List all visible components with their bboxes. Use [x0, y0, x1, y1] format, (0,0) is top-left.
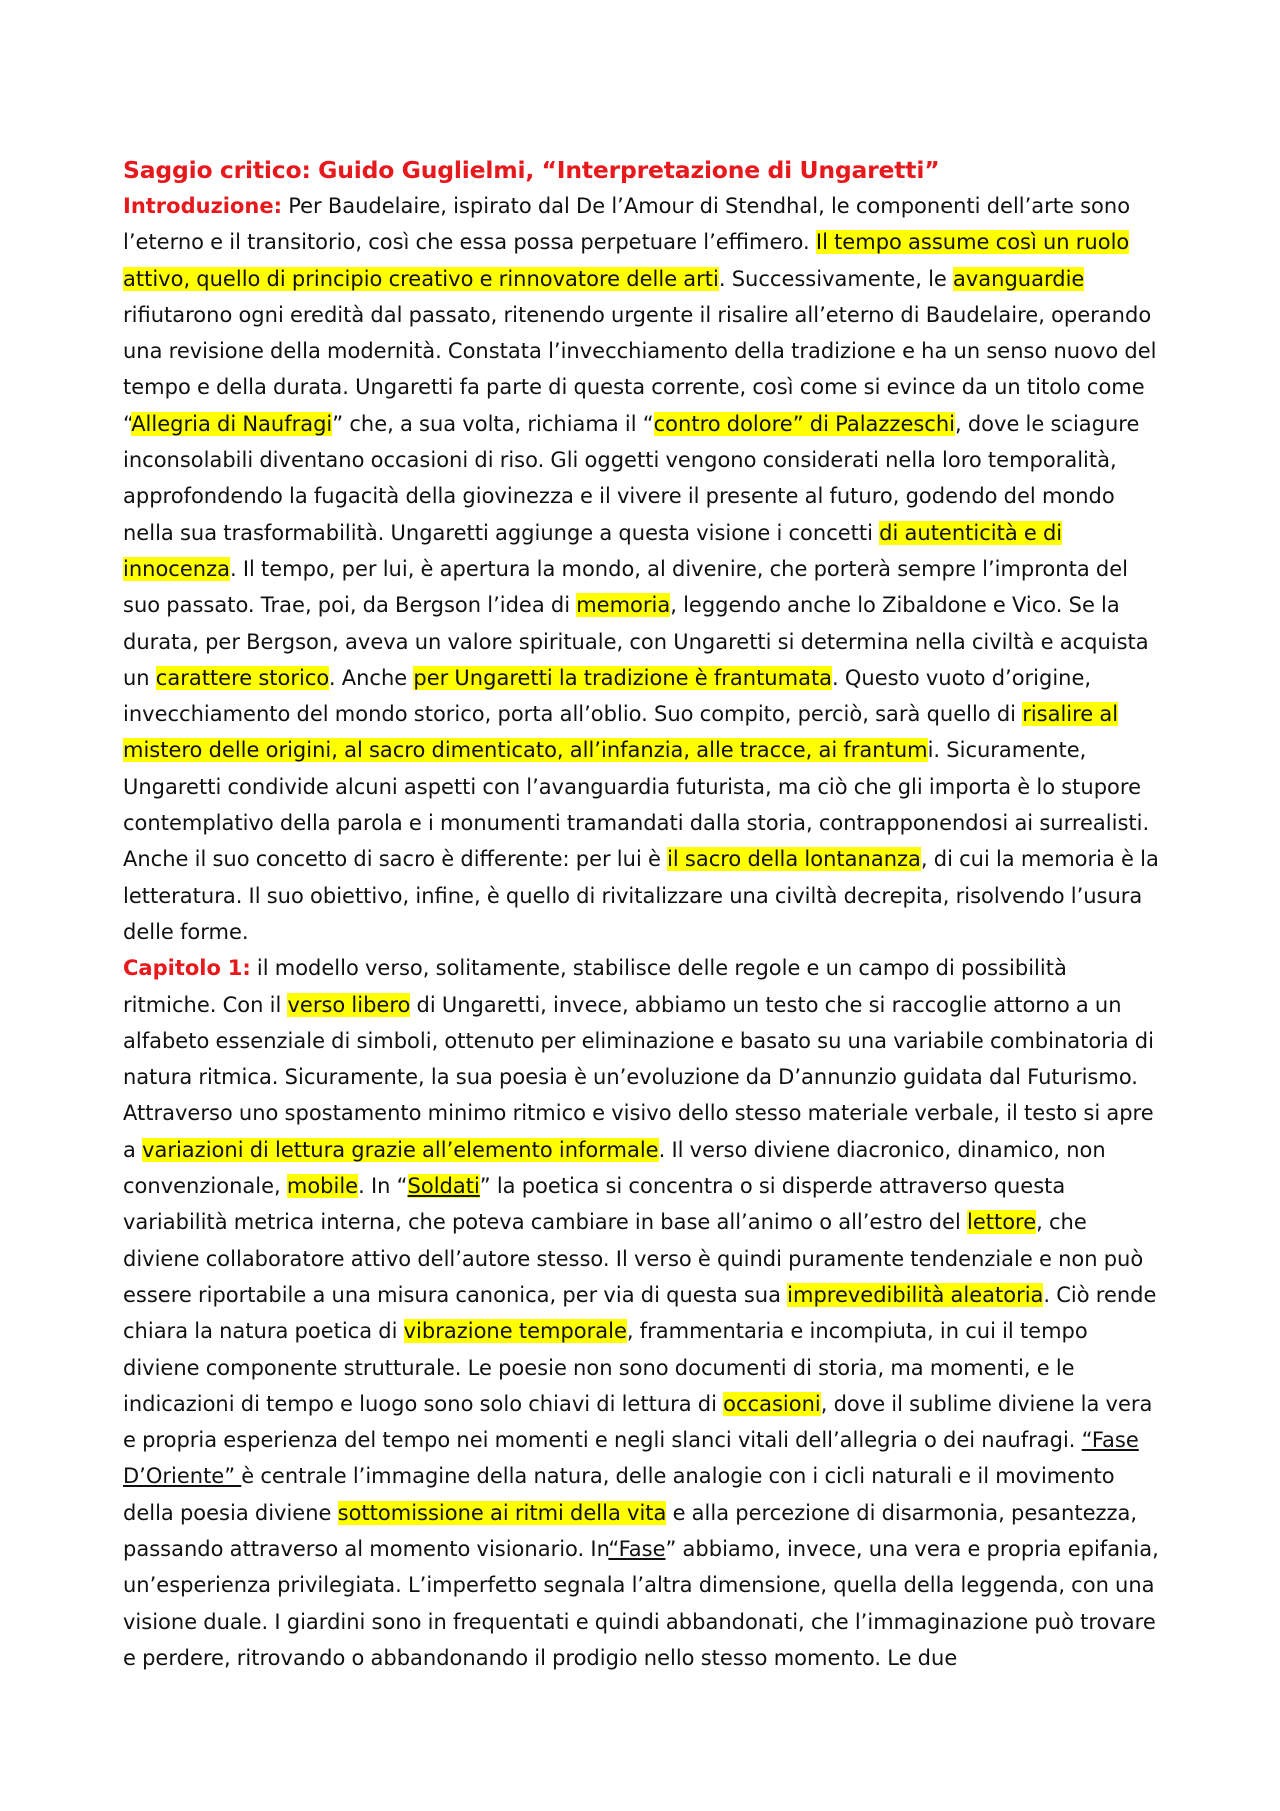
highlighted-text: memoria — [576, 593, 671, 618]
text-run: il modello verso, solitamente, stabilisce delle regole e un campo di possibilità ritmiche. Con il — [123, 956, 1067, 1017]
highlighted-text: sottomissione ai ritmi della vita — [337, 1500, 667, 1525]
text-run: . Il tempo, per lui, è apertura la mondo, al divenire, che porterà sempre l’impronta del suo passato. Trae, poi, da Bergson l’idea di — [123, 556, 1128, 618]
text-run: i. Sicuramente, Ungaretti condivide alcuni aspetti con l’avanguardia futurista, ma ciò che gli importa è lo stupore contemplativo della parola e i monumenti tramandati dalla storia, contrapponendosi ai surrealisti. Anche il suo concetto di sacro è differente: per lui è — [123, 738, 1150, 872]
text-run: . Il verso diviene diacronico, dinamico, non convenzionale, — [123, 1137, 1106, 1199]
underlined-text: “Fase D’Oriente” — [123, 1428, 1139, 1489]
highlighted-text: avanguardie — [953, 266, 1085, 291]
highlighted-text: contro dolore” di Palazzeschi — [653, 411, 955, 436]
highlighted-text: Allegria di Naufragi — [131, 411, 333, 436]
text-run: ” abbiamo, invece, una vera e propria epifania, un’esperienza privilegiata. L’imperfetto segnala l’altra dimensione, quella della leggenda, con una visione duale. I giardini sono in frequentati e quindi abbandonati, che l’immaginazione può trovare e perdere, ritrovando o abbandonando il prodigio nello stesso momento. Le due — [123, 1536, 1159, 1670]
text-run: . Ciò rende chiara la natura poetica di — [123, 1282, 1157, 1344]
highlighted-text: il sacro della lontananza — [667, 847, 921, 872]
highlighted-text: carattere storico — [155, 665, 329, 690]
text-run: , che diviene collaboratore attivo dell’autore stesso. Il verso è quindi puramente tendenziale e non può essere riportabile a una misura canonica, per via di questa sua — [123, 1210, 1144, 1307]
text-run: rifiutarono ogni eredità dal passato, ritenendo urgente il risalire all’eterno di Baudelaire, operando una revisione della modernità. Constata l’invecchiamento della tradizione e ha un senso nuovo del tempo e della durata. Ungaretti fa parte di questa corrente, così come si evince da un titolo come “ — [123, 302, 1157, 436]
highlighted-text: mobile — [286, 1174, 359, 1199]
text-run: , dove le sciagure inconsolabili diventano occasioni di riso. Gli oggetti vengono considerati nella loro temporalità, approfondendo la fugacità della giovinezza e il vivere il presente al futuro, godendo del mondo nella sua trasformabilità. Ungaretti aggiunge a questa visione i concetti — [123, 411, 1140, 545]
highlighted-text: verso libero — [287, 992, 411, 1017]
text-run: , frammentaria e incompiuta, in cui il tempo diviene componente strutturale. Le poesie non sono documenti di storia, ma momenti, e le indicazioni di tempo e luogo sono solo chiavi di lettura di — [123, 1319, 1088, 1416]
text-run: ” che, a sua volta, richiama il “ — [332, 411, 654, 436]
underlined-text: “Fase — [608, 1536, 666, 1561]
text-run: , dove il sublime diviene la vera e propria esperienza del tempo nei momenti e negli slanci vitali dell’allegria o dei naufragi. — [123, 1391, 1153, 1453]
chapter1-paragraph — [123, 950, 1163, 1676]
document-title: Saggio critico: Guido Guglielmi, “Interpretazione di Ungaretti” — [123, 156, 940, 184]
highlighted-text: vibrazione temporale — [403, 1319, 627, 1344]
highlighted-text: variazioni di lettura grazie all’elemento informale — [142, 1137, 659, 1162]
highlighted-text: imprevedibilità aleatoria — [787, 1282, 1044, 1307]
text-run: di Ungaretti, invece, abbiamo un testo che si raccoglie attorno a un alfabeto essenziale di simboli, ottenuto per eliminazione e basato su una variabile combinatoria di natura ritmica. Sicuramente, la sua poesia è un’evoluzione da D’annunzio guidata dal Futurismo. Attraverso uno spostamento minimo ritmico e visivo dello stesso materiale verbale, il testo si apre a — [123, 992, 1154, 1162]
intro-paragraph — [123, 188, 1163, 950]
chapter1-heading: Capitolo 1: — [123, 956, 251, 981]
intro-text — [123, 194, 1159, 944]
text-run: è centrale l’immagine della natura, delle analogie con i cicli naturali e il movimento della poesia diviene — [123, 1464, 1115, 1525]
highlighted-text: occasioni — [723, 1391, 821, 1416]
highlighted-text: risalire al mistero delle origini, al sacro dimenticato, all’infanzia, alle tracce, ai frantum — [123, 702, 1119, 763]
highlighted-text: lettore — [966, 1210, 1037, 1235]
highlighted-text: Soldati — [407, 1174, 480, 1199]
chapter1-text — [123, 956, 1159, 1670]
text-run: Per Baudelaire, ispirato dal De l’Amour di Stendhal, le componenti dell’arte sono l’eterno e il transitorio, così che essa possa perpetuare l’effimero. — [123, 194, 1131, 255]
highlighted-text: per Ungaretti la tradizione è frantumata — [413, 665, 833, 690]
document-body — [123, 152, 1163, 1676]
highlighted-text: di autenticità e di innocenza — [123, 520, 1063, 581]
text-run: . In “ — [358, 1174, 408, 1199]
text-run: ” la poetica si concentra o si disperde attraverso questa variabilità metrica interna, che poteva cambiare in base all’animo o all’estro del — [123, 1174, 1066, 1235]
intro-heading: Introduzione: — [123, 194, 283, 218]
text-run: . Questo vuoto d’origine, invecchiamento del mondo storico, porta all’oblio. Suo compito, perciò, sarà quello di — [123, 665, 1092, 727]
text-run: . Anche — [328, 665, 414, 690]
text-run: . Successivamente, le — [718, 266, 953, 291]
highlighted-text: Il tempo assume così un ruolo attivo, quello di principio creativo e rinnovatore delle arti — [123, 230, 1130, 291]
text-run: e alla percezione di disarmonia, pesantezza, passando attraverso al momento visionario. In — [123, 1500, 1138, 1561]
text-run: , leggendo anche lo Zibaldone e Vico. Se la durata, per Bergson, aveva un valore spirituale, con Ungaretti si determina nella civiltà e acquista un — [123, 593, 1149, 690]
text-run: , di cui la memoria è la letteratura. Il suo obiettivo, infine, è quello di rivitalizzare una civiltà decrepita, risolvendo l’usura delle forme. — [123, 847, 1159, 944]
